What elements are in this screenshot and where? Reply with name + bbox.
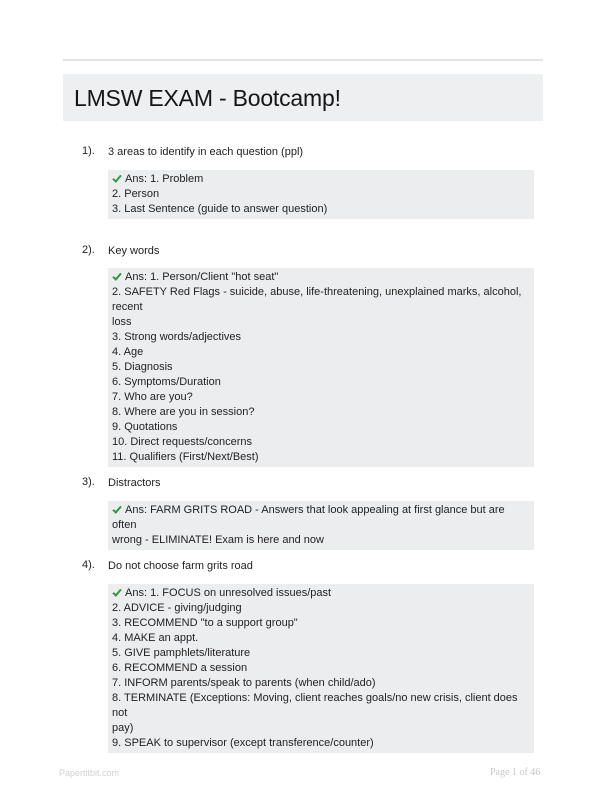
check-icon <box>112 588 122 597</box>
question-text: Distractors <box>108 477 161 489</box>
check-icon <box>112 505 122 514</box>
answer-line: 5. GIVE pamphlets/literature <box>112 647 251 659</box>
footer-page-number: Page 1 of 46 <box>490 767 541 778</box>
question-text: Key words <box>108 245 160 257</box>
answer-line: 8. Where are you in session? <box>112 406 255 418</box>
answer-line: 7. INFORM parents/speak to parents (when child/ado) <box>112 677 376 689</box>
answer-line: loss <box>112 316 132 328</box>
answer-line: 11. Qualifiers (First/Next/Best) <box>112 451 259 463</box>
question-number: 2). <box>82 244 95 256</box>
answer-line: 9. SPEAK to supervisor (except transference/counter) <box>112 737 374 749</box>
answer-line <box>112 503 530 533</box>
check-icon <box>112 272 122 281</box>
page-title: LMSW EXAM - Bootcamp! <box>74 85 341 111</box>
answer-line <box>112 270 530 285</box>
top-divider <box>63 59 543 61</box>
question-text: 3 areas to identify in each question (ppl) <box>108 146 304 158</box>
answer-line: 3. Strong words/adjectives <box>112 331 242 343</box>
answer-line: pay) <box>112 722 134 734</box>
answer-line: 7. Who are you? <box>112 391 193 403</box>
footer-site-watermark: Papertitbit.com <box>59 768 120 778</box>
answer-line: 2. Person <box>112 188 160 200</box>
answer-line: 4. Age <box>112 346 144 358</box>
question-number: 1). <box>82 145 95 157</box>
answer-first-text: Ans: 1. Problem <box>125 173 204 185</box>
answer-line: 10. Direct requests/concerns <box>112 436 253 448</box>
answer-line: 8. TERMINATE (Exceptions: Moving, client reaches goals/no new crisis, client does not <box>112 692 518 719</box>
answer-first-text: Ans: 1. FOCUS on unresolved issues/past <box>125 587 332 599</box>
answer-line: 2. ADVICE - giving/judging <box>112 602 242 614</box>
check-icon <box>112 174 122 183</box>
answer-box <box>108 584 534 753</box>
answer-line <box>112 586 530 601</box>
answer-line: 3. RECOMMEND "to a support group" <box>112 617 298 629</box>
question-number: 4). <box>82 559 95 571</box>
answer-first-text: Ans: FARM GRITS ROAD - Answers that look appealing at first glance but are often <box>112 504 505 531</box>
answer-line: 3. Last Sentence (guide to answer question) <box>112 203 328 215</box>
answer-line: 9. Quotations <box>112 421 178 433</box>
answer-box <box>108 268 534 467</box>
answer-line: 2. SAFETY Red Flags - suicide, abuse, life-threatening, unexplained marks, alcohol, recent <box>112 286 522 313</box>
answer-line: wrong - ELIMINATE! Exam is here and now <box>112 534 324 546</box>
answer-line: 6. Symptoms/Duration <box>112 376 221 388</box>
answer-line: 4. MAKE an appt. <box>112 632 199 644</box>
answer-first-text: Ans: 1. Person/Client "hot seat" <box>125 271 279 283</box>
question-text: Do not choose farm grits road <box>108 560 253 572</box>
answer-line: 5. Diagnosis <box>112 361 173 373</box>
answer-box <box>108 501 534 550</box>
answer-box <box>108 170 534 219</box>
question-number: 3). <box>82 476 95 488</box>
title-box <box>63 74 543 121</box>
answer-line <box>112 172 530 187</box>
answer-line: 6. RECOMMEND a session <box>112 662 248 674</box>
